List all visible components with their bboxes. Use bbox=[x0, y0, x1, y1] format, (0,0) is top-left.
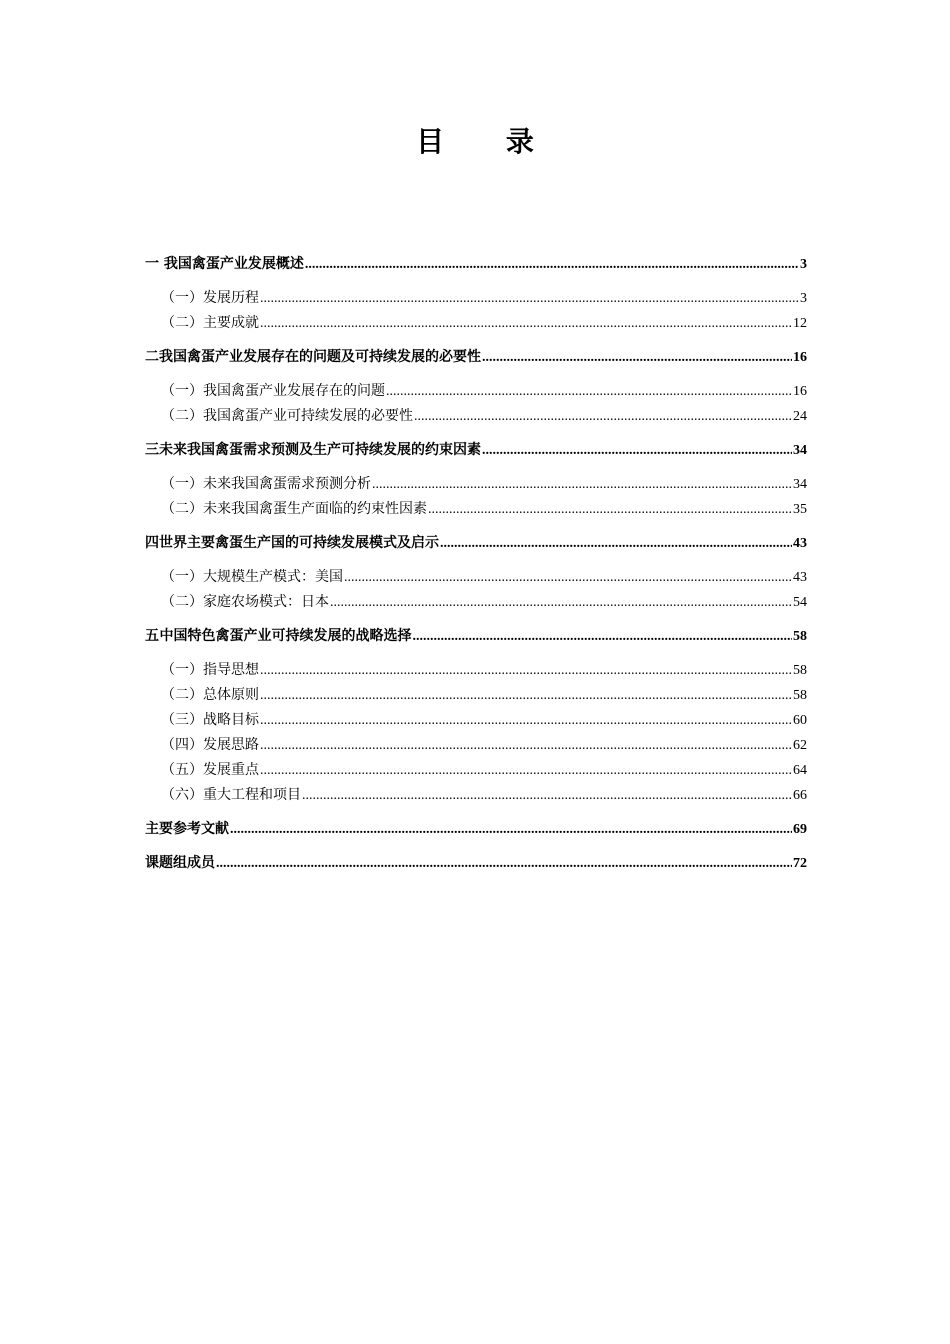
page-number: 62 bbox=[793, 738, 807, 753]
dot-leader bbox=[482, 438, 792, 463]
dot-leader bbox=[302, 783, 792, 808]
dot-leader bbox=[412, 624, 792, 649]
page-number: 35 bbox=[793, 502, 807, 517]
toc-chapter-1[interactable] bbox=[145, 252, 807, 277]
dot-leader bbox=[260, 683, 792, 708]
section-title: （四）发展思路 bbox=[161, 737, 259, 753]
page-number: 43 bbox=[793, 536, 807, 551]
dot-leader bbox=[414, 404, 792, 429]
chapter-number: 三 bbox=[145, 442, 159, 458]
page-number: 16 bbox=[793, 350, 807, 365]
section-title: （一）发展历程 bbox=[161, 290, 259, 306]
toc-team-members[interactable] bbox=[145, 851, 807, 876]
page-number: 43 bbox=[793, 570, 807, 585]
section-title: （一）指导思想 bbox=[161, 662, 259, 678]
section-title: （二）我国禽蛋产业可持续发展的必要性 bbox=[161, 408, 413, 424]
page-number: 54 bbox=[793, 595, 807, 610]
dot-leader bbox=[482, 345, 792, 370]
toc-chapter-4[interactable] bbox=[145, 531, 807, 556]
page-number: 34 bbox=[793, 477, 807, 492]
dot-leader bbox=[330, 590, 792, 615]
dot-leader bbox=[260, 758, 792, 783]
section-title: （一）我国禽蛋产业发展存在的问题 bbox=[161, 383, 385, 399]
toc-section-5-6[interactable] bbox=[145, 783, 807, 808]
chapter-title: 世界主要禽蛋生产国的可持续发展模式及启示 bbox=[159, 535, 439, 551]
team-members-title: 课题组成员 bbox=[145, 855, 215, 871]
page-number: 34 bbox=[793, 443, 807, 458]
toc-section-5-3[interactable] bbox=[145, 708, 807, 733]
toc-section-4-2[interactable] bbox=[145, 590, 807, 615]
chapter-number: 一 bbox=[145, 256, 159, 272]
toc-section-5-4[interactable] bbox=[145, 733, 807, 758]
chapter-title: 我国禽蛋产业发展存在的问题及可持续发展的必要性 bbox=[159, 349, 481, 365]
page-number: 3 bbox=[800, 257, 807, 272]
page-number: 58 bbox=[793, 629, 807, 644]
chapter-title: 未来我国禽蛋需求预测及生产可持续发展的约束因素 bbox=[159, 442, 481, 458]
toc-section-1-1[interactable] bbox=[145, 286, 807, 311]
toc-section-2-1[interactable] bbox=[145, 379, 807, 404]
dot-leader bbox=[440, 531, 792, 556]
toc-chapter-3[interactable] bbox=[145, 438, 807, 463]
page-number: 58 bbox=[793, 688, 807, 703]
toc-chapter-5[interactable] bbox=[145, 624, 807, 649]
toc-section-5-2[interactable] bbox=[145, 683, 807, 708]
chapter-title: 我国禽蛋产业发展概述 bbox=[163, 256, 304, 272]
page-number: 72 bbox=[793, 856, 807, 871]
dot-leader bbox=[230, 817, 792, 842]
dot-leader bbox=[344, 565, 792, 590]
page-number: 16 bbox=[793, 384, 807, 399]
page-number: 64 bbox=[793, 763, 807, 778]
page-title: 目 录 bbox=[416, 125, 560, 158]
page-number: 24 bbox=[793, 409, 807, 424]
dot-leader bbox=[216, 851, 792, 876]
toc-section-3-1[interactable] bbox=[145, 472, 807, 497]
toc-references[interactable] bbox=[145, 817, 807, 842]
chapter-number: 二 bbox=[145, 349, 159, 365]
dot-leader bbox=[428, 497, 792, 522]
toc-section-1-2[interactable] bbox=[145, 311, 807, 336]
dot-leader bbox=[305, 252, 799, 277]
section-title: （三）战略目标 bbox=[161, 712, 259, 728]
dot-leader bbox=[260, 658, 792, 683]
dot-leader bbox=[260, 733, 792, 758]
section-title: （六）重大工程和项目 bbox=[161, 787, 301, 803]
toc-section-5-1[interactable] bbox=[145, 658, 807, 683]
section-title: （一）大规模生产模式：美国 bbox=[161, 569, 343, 585]
page-number: 3 bbox=[800, 291, 807, 306]
page-number: 66 bbox=[793, 788, 807, 803]
references-title: 主要参考文献 bbox=[145, 821, 229, 837]
dot-leader bbox=[260, 708, 792, 733]
page-number: 58 bbox=[793, 663, 807, 678]
dot-leader bbox=[260, 311, 792, 336]
chapter-number: 四 bbox=[145, 535, 159, 551]
toc-section-5-5[interactable] bbox=[145, 758, 807, 783]
dot-leader bbox=[372, 472, 792, 497]
toc-section-2-2[interactable] bbox=[145, 404, 807, 429]
toc-section-4-1[interactable] bbox=[145, 565, 807, 590]
table-of-contents bbox=[145, 252, 807, 876]
section-title: （二）家庭农场模式：日本 bbox=[161, 594, 329, 610]
page-number: 69 bbox=[793, 822, 807, 837]
page-number: 60 bbox=[793, 713, 807, 728]
section-title: （二）主要成就 bbox=[161, 315, 259, 331]
page-number: 12 bbox=[793, 316, 807, 331]
toc-section-3-2[interactable] bbox=[145, 497, 807, 522]
chapter-number: 五 bbox=[145, 628, 159, 644]
section-title: （五）发展重点 bbox=[161, 762, 259, 778]
chapter-title: 中国特色禽蛋产业可持续发展的战略选择 bbox=[159, 628, 412, 644]
section-title: （一）未来我国禽蛋需求预测分析 bbox=[161, 476, 371, 492]
dot-leader bbox=[386, 379, 792, 404]
dot-leader bbox=[260, 286, 799, 311]
section-title: （二）总体原则 bbox=[161, 687, 259, 703]
toc-chapter-2[interactable] bbox=[145, 345, 807, 370]
section-title: （二）未来我国禽蛋生产面临的约束性因素 bbox=[161, 501, 427, 517]
